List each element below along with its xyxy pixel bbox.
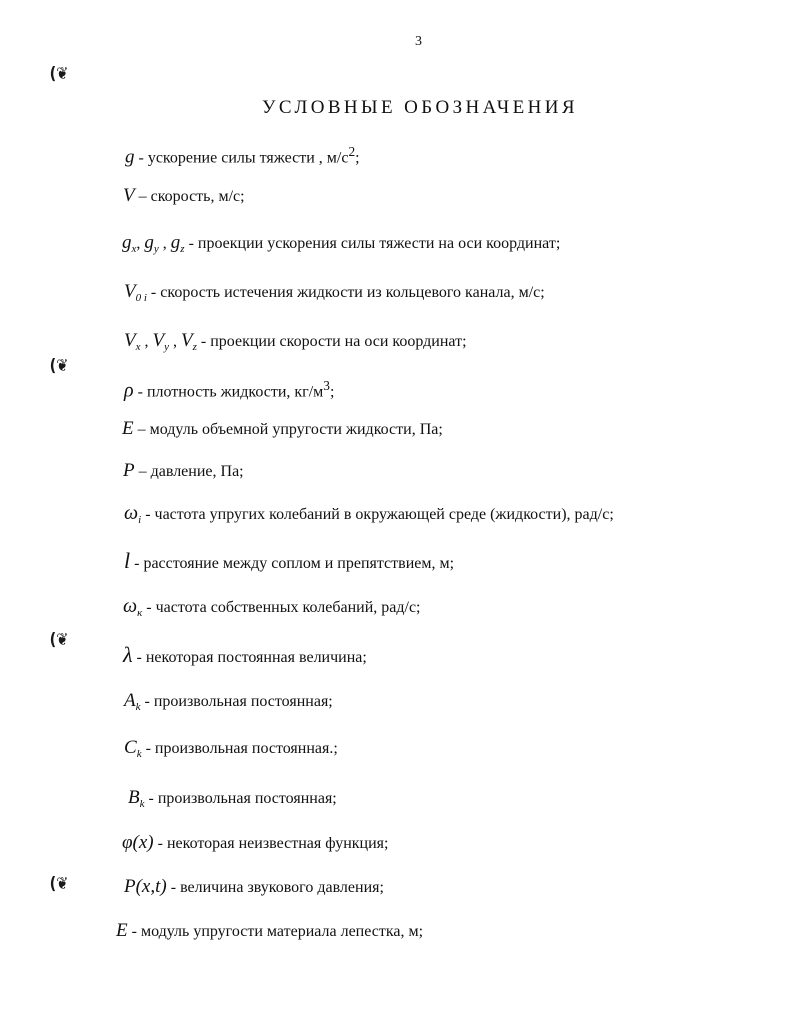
separator: -: [141, 740, 155, 757]
symbol: B: [128, 787, 140, 808]
list-item: [125, 142, 360, 168]
definition: некоторая постоянная величина;: [145, 649, 367, 666]
separator: –: [134, 188, 151, 205]
definition: модуль объемной упругости жидкости, Па;: [149, 421, 443, 438]
subscript: x: [135, 341, 141, 353]
symbol: V: [124, 330, 136, 351]
punctuation: ;: [329, 383, 335, 401]
list-item: [124, 376, 334, 402]
subscript: x: [131, 243, 137, 255]
symbol: g: [122, 232, 132, 253]
subscript: 0 i: [135, 292, 147, 304]
separator: -: [130, 555, 144, 572]
separator: ,: [169, 333, 181, 350]
symbol: ω: [123, 595, 138, 617]
definition: скорость истечения жидкости из кольцевого канала, м/с;: [160, 284, 545, 301]
subscript: k: [135, 701, 141, 713]
symbol: V: [181, 330, 193, 351]
list-item: [123, 642, 367, 668]
subscript: z: [192, 341, 197, 353]
separator: -: [166, 879, 181, 896]
list-item: [124, 691, 333, 717]
list-item: [124, 548, 455, 574]
symbol: E: [116, 920, 128, 941]
symbol: g: [170, 232, 181, 253]
symbol: P(x,t): [124, 876, 167, 897]
separator: -: [184, 235, 198, 252]
separator: -: [127, 923, 141, 940]
definition: проекции ускорения силы тяжести на оси координат;: [197, 235, 561, 252]
definition: произвольная постоянная;: [157, 790, 337, 807]
symbol: g: [125, 146, 135, 168]
definition: плотность жидкости, кг/м: [146, 383, 324, 401]
superscript: 2: [348, 144, 356, 159]
subscript: z: [180, 243, 185, 255]
symbol: l: [124, 548, 131, 573]
subscript: к: [137, 607, 143, 619]
separator: -: [142, 599, 156, 616]
symbol: P: [123, 460, 135, 481]
list-item: [122, 233, 560, 259]
separator: -: [153, 835, 167, 852]
separator: -: [146, 284, 161, 301]
definition: модуль упругости материала лепестка, м;: [140, 923, 424, 940]
separator: ,: [158, 235, 171, 252]
symbol: ρ: [124, 379, 134, 402]
list-item: [116, 921, 423, 942]
symbol: C: [124, 737, 137, 758]
definition: величина звукового давления;: [180, 879, 384, 896]
definition: расстояние между соплом и препятствием, м;: [143, 555, 455, 572]
subscript: y: [164, 341, 169, 353]
list-item: [123, 186, 245, 207]
separator: -: [141, 506, 155, 523]
definition: произвольная постоянная;: [153, 693, 333, 710]
separator: -: [140, 693, 154, 710]
margin-mark: (❦: [49, 64, 69, 84]
symbol: g: [144, 232, 154, 253]
separator: ,: [136, 235, 145, 252]
page-title: УСЛОВНЫЕ ОБОЗНАЧЕНИЯ: [262, 97, 578, 118]
symbol: V: [152, 330, 165, 351]
list-item: [128, 788, 337, 814]
separator: –: [133, 421, 150, 438]
definition: произвольная постоянная.;: [154, 740, 338, 757]
list-item: [124, 282, 545, 308]
superscript: 3: [323, 378, 330, 393]
separator: –: [134, 463, 151, 480]
definition: скорость, м/с;: [150, 188, 245, 205]
symbol: V: [123, 185, 135, 206]
symbol: ω: [124, 502, 139, 524]
list-item: [123, 461, 244, 482]
separator: -: [144, 790, 158, 807]
punctuation: ;: [355, 149, 360, 167]
list-item: [123, 596, 421, 623]
list-item: [124, 331, 467, 357]
symbol: V: [124, 281, 136, 302]
subscript: y: [153, 243, 159, 255]
page-number: 3: [415, 34, 422, 49]
separator: -: [133, 383, 147, 401]
definition: частота собственных колебаний, рад/с;: [155, 599, 421, 616]
list-item: [124, 503, 614, 530]
margin-mark: (❦: [49, 356, 69, 376]
list-item: [124, 877, 384, 898]
subscript: k: [136, 748, 142, 760]
symbol: A: [124, 690, 136, 711]
separator: ,: [140, 333, 153, 350]
subscript: k: [139, 798, 145, 810]
symbol: φ(x): [122, 832, 154, 853]
margin-mark: (❦: [49, 874, 69, 894]
definition: проекции скорости на оси координат;: [210, 333, 467, 350]
list-item: [124, 738, 338, 764]
separator: -: [196, 333, 211, 350]
symbol: E: [122, 418, 134, 439]
separator: -: [134, 149, 148, 167]
definition: частота упругих колебаний в окружающей среде (жидкости), рад/с;: [154, 506, 614, 523]
definition: некоторая неизвестная функция;: [166, 835, 389, 852]
list-item: [122, 419, 443, 440]
list-item: [122, 833, 388, 854]
definition: ускорение силы тяжести , м/с: [147, 149, 349, 167]
subscript: i: [138, 514, 142, 526]
margin-mark: (❦: [49, 630, 69, 650]
definition: давление, Па;: [150, 463, 244, 480]
separator: -: [132, 649, 146, 666]
symbol: λ: [123, 642, 133, 667]
